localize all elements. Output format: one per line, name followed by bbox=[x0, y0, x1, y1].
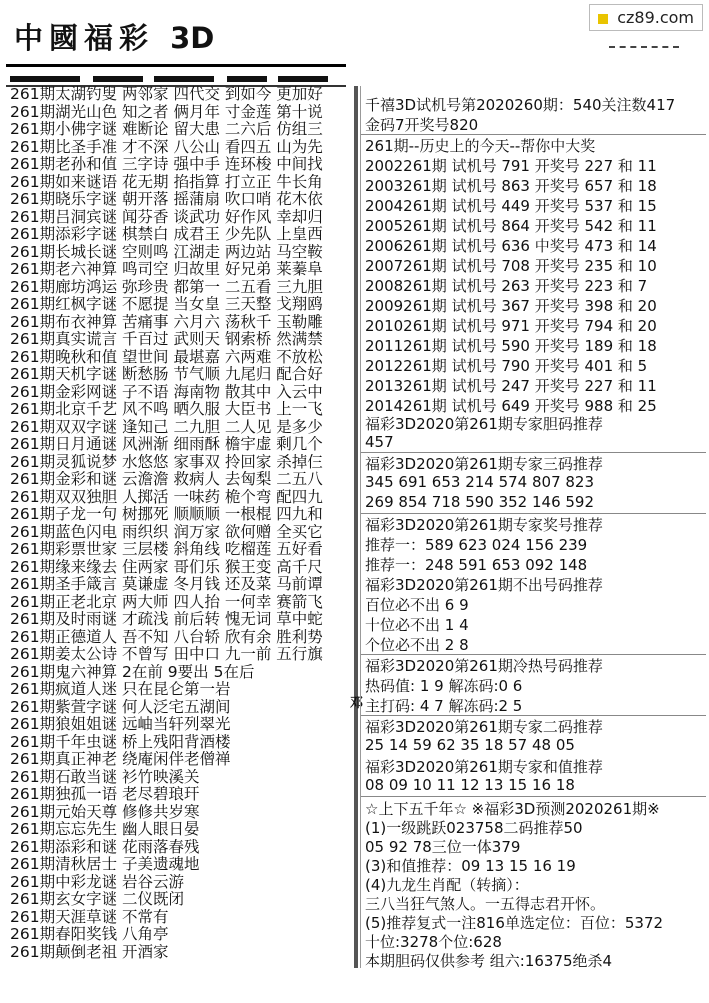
riddle-row: 261期吕洞宾谜 闻芬香 谈武功 好作风 幸却归 bbox=[10, 208, 323, 226]
header-smudge bbox=[609, 46, 679, 54]
lengre-line-1: 热码值: 1 9 解冻码:0 6 bbox=[365, 677, 523, 695]
riddle-row: 261期紫萱字谜 何人泛宅五湖间 bbox=[10, 698, 231, 716]
riddle-row: 261期子龙一句 树挪死 顺顺顺 一根棍 四九和 bbox=[10, 506, 323, 523]
site-name: cz89.com bbox=[617, 8, 694, 27]
riddle-row: 261期元始天尊 修修共岁寒 bbox=[10, 803, 200, 821]
hezhi-title: 福彩3D2020第261期专家和值推荐 bbox=[365, 758, 603, 776]
riddle-row: 261期日月通谜 风洲渐 细雨酥 檐宇虚 剩几个 bbox=[10, 436, 323, 453]
forecast-panel bbox=[360, 86, 706, 968]
riddle-row: 261期天涯草谜 不常有 bbox=[10, 908, 169, 926]
riddle-row: 261期金彩和谜 云澹澹 救病人 去匈梨 二五八 bbox=[10, 471, 323, 488]
riddle-row: 261期添彩字谜 棋禁白 成君王 少先队 上皇西 bbox=[10, 226, 323, 243]
riddle-row: 261期红枫字谜 不愿提 当女皇 三天整 戈翔鸥 bbox=[10, 296, 323, 313]
history-title: 261期--历史上的今天--帮你中大奖 bbox=[365, 137, 596, 155]
divider bbox=[361, 796, 706, 797]
brand-text: 中國福彩 bbox=[14, 21, 155, 55]
riddle-row: 261期老六神算 鸣司空 归故里 好兄弟 莱蓁阜 bbox=[10, 261, 323, 278]
riddle-row: 261期姜太公诗 不曾写 田中口 九一前 五行旗 bbox=[10, 646, 323, 663]
trial-number-line: 千禧3D试机号第2020260期：540关注数417 bbox=[365, 96, 676, 114]
extra-row: (3)和值推荐：09 13 15 16 19 bbox=[365, 857, 576, 875]
riddle-row: 261期千年虫谜 桥上残阳背酒楼 bbox=[10, 733, 231, 751]
history-row: 2013261期 试机号 247 开奖号 227 和 11 bbox=[365, 377, 657, 395]
brand-title bbox=[14, 16, 214, 57]
erma-value: 25 14 59 62 35 18 57 48 05 bbox=[365, 736, 575, 754]
riddle-row: 261期玄女字谜 二仪既闭 bbox=[10, 891, 185, 908]
riddle-row: 261期添彩和谜 花雨落春残 bbox=[10, 838, 200, 856]
column-divider bbox=[354, 86, 358, 968]
buchu-title: 福彩3D2020第261期不出号码推荐 bbox=[365, 576, 603, 594]
riddle-row: 261期石敢当谜 衫竹映溪关 bbox=[10, 768, 200, 786]
riddle-row: 261期比圣手准 才不深 八公山 看四五 山为先 bbox=[10, 138, 323, 156]
riddle-row: 261期独孤一语 老尽碧琅玕 bbox=[10, 786, 200, 803]
riddle-row: 261期疯道人迷 只在昆仑第一岩 bbox=[10, 681, 231, 698]
history-row: 2008261期 试机号 263 开奖号 223 和 7 bbox=[365, 277, 648, 295]
extra-row: 三八当狂气煞人。一五得志君开怀。 bbox=[365, 895, 606, 913]
header bbox=[0, 0, 709, 62]
riddle-row: 261期真正神老 绕庵闲伴老僧禅 bbox=[10, 751, 231, 768]
buchu-line-3: 个位必不出 2 8 bbox=[365, 636, 469, 654]
riddle-row: 261期布衣神算 苦痛事 六月六 荡秋千 玉勒雕 bbox=[10, 313, 323, 331]
history-row: 2012261期 试机号 790 开奖号 401 和 5 bbox=[365, 357, 648, 375]
riddle-row: 261期彩票世家 三层楼 斜角线 吃榴莲 五好看 bbox=[10, 541, 323, 558]
riddle-row: 261期春阳奖钱 八角亭 bbox=[10, 926, 169, 943]
riddle-row: 261期及时雨谜 才疏浅 前后转 愧无词 草中蛇 bbox=[10, 611, 323, 628]
extra-row: 05 92 78三位一体379 bbox=[365, 838, 521, 856]
riddle-row: 261期晚秋和值 望世间 最堪嘉 六两难 不放松 bbox=[10, 348, 323, 366]
history-row: 2009261期 试机号 367 开奖号 398 和 20 bbox=[365, 297, 657, 315]
site-logo-icon bbox=[598, 14, 608, 24]
riddle-row: 261期狼姐姐谜 远岫当轩列翠光 bbox=[10, 716, 231, 733]
history-row: 2010261期 试机号 971 开奖号 794 和 20 bbox=[365, 317, 657, 335]
history-row: 2006261期 试机号 636 中奖号 473 和 14 bbox=[365, 237, 657, 255]
extra-row: (1)一级跳跃023758二码推荐50 bbox=[365, 819, 583, 837]
extra-row: 十位:3278个位:628 bbox=[365, 933, 502, 951]
riddle-row: 261期鬼六神算 2在前 9要出 5在后 bbox=[10, 663, 255, 681]
jiang-line-2: 推荐一：248 591 653 092 148 bbox=[365, 556, 588, 574]
buchu-line-1: 百位必不出 6 9 bbox=[365, 596, 469, 614]
sanma-line-2: 269 854 718 590 352 146 592 bbox=[365, 493, 595, 511]
riddle-row: 261期湖光山色 知之者 俩月年 寸金莲 第十说 bbox=[10, 103, 323, 121]
sanma-title: 福彩3D2020第261期专家三码推荐 bbox=[365, 455, 603, 473]
riddle-row: 261期中彩龙谜 岩谷云游 bbox=[10, 873, 185, 891]
riddle-row: 261期灵狐说梦 水悠悠 家事双 拎回家 杀掉仨 bbox=[10, 453, 323, 471]
site-badge[interactable] bbox=[589, 4, 703, 31]
dan-value: 457 bbox=[365, 433, 394, 451]
riddle-row: 261期廊坊鸿运 弥珍贵 都第一 二五看 三九胆 bbox=[10, 278, 323, 296]
history-row: 2011261期 试机号 590 开奖号 189 和 18 bbox=[365, 337, 657, 355]
history-row: 2005261期 试机号 864 开奖号 542 和 11 bbox=[365, 217, 657, 235]
riddle-row: 261期老孙和值 三字诗 强中手 连环梭 中间找 bbox=[10, 156, 323, 173]
buchu-line-2: 十位必不出 1 4 bbox=[365, 616, 469, 634]
hezhi-value: 08 09 10 11 12 13 15 16 18 bbox=[365, 776, 575, 794]
jiang-title: 福彩3D2020第261期专家奖号推荐 bbox=[365, 516, 603, 534]
extra-row: (4)九龙生肖配（转摘）： bbox=[365, 876, 529, 894]
riddle-row: 261期天机字谜 断愁肠 节气顺 九尾归 配合好 bbox=[10, 366, 323, 383]
history-row: 2014261期 试机号 649 开奖号 988 和 25 bbox=[365, 397, 657, 415]
riddle-row: 261期金彩网谜 子不语 海南物 散其中 入云中 bbox=[10, 383, 323, 401]
history-row: 2002261期 试机号 791 开奖号 227 和 11 bbox=[365, 157, 657, 175]
history-row: 2003261期 试机号 863 开奖号 657 和 18 bbox=[365, 177, 657, 195]
gold-code-line: 金码7开奖号820 bbox=[365, 116, 479, 134]
riddle-row: 261期长城长谜 空则鸣 江湖走 两边站 马空鞍 bbox=[10, 243, 323, 261]
riddle-list bbox=[10, 86, 352, 961]
riddle-row: 261期缘来缘去 住两家 哥们乐 猴王变 高千尺 bbox=[10, 558, 323, 576]
extra-row: ☆上下五千年☆ ※福彩3D预测2020261期※ bbox=[365, 800, 660, 818]
riddle-row: 261期北京千艺 风不鸣 晒久服 大臣书 上一飞 bbox=[10, 401, 323, 418]
riddle-row: 261期圣手箴言 莫谦虚 冬月钱 还及菜 马前谭 bbox=[10, 576, 323, 593]
riddle-row: 261期清秋居士 子美遗魂地 bbox=[10, 856, 200, 873]
brand-3d: 3D bbox=[170, 21, 215, 55]
lengre-line-2: 主打码: 4 7 解冻码:2 5 bbox=[365, 697, 523, 715]
history-row: 2004261期 试机号 449 开奖号 537 和 15 bbox=[365, 197, 657, 215]
dan-title: 福彩3D2020第261期专家胆码推荐 bbox=[365, 415, 603, 433]
riddle-row: 261期双双字谜 逢知己 二九胆 二人见 是多少 bbox=[10, 418, 323, 436]
top-rule bbox=[6, 64, 346, 87]
riddle-row: 261期太湖钓叟 两邻家 四代交 到如今 更加好 bbox=[10, 86, 323, 103]
riddle-row: 261期正老北京 两大师 四人抬 一何幸 赛箭飞 bbox=[10, 593, 323, 611]
riddle-row: 261期忘忘先生 幽人眼日晏 bbox=[10, 821, 200, 838]
extra-row: (5)推荐复式一注816单选定位：百位：5372 bbox=[365, 914, 664, 932]
history-row: 2007261期 试机号 708 开奖号 235 和 10 bbox=[365, 257, 657, 275]
riddle-row: 261期颠倒老祖 开酒家 bbox=[10, 943, 169, 961]
side-mark: 邓 bbox=[350, 696, 364, 711]
riddle-row: 261期蓝色闪电 雨织织 润万家 欲何赠 全买它 bbox=[10, 523, 323, 541]
lengre-title: 福彩3D2020第261期冷热号码推荐 bbox=[365, 657, 603, 675]
erma-title: 福彩3D2020第261期专家二码推荐 bbox=[365, 718, 603, 736]
jiang-line-1: 推荐一：589 623 024 156 239 bbox=[365, 536, 588, 554]
riddle-row: 261期正德道人 吾不知 八台轿 欣有余 胜利势 bbox=[10, 628, 323, 646]
riddle-row: 261期小佛字谜 难断论 留大患 二六后 仿组三 bbox=[10, 121, 323, 138]
riddle-row: 261期如来谜语 花无期 掐指算 打立正 牛长角 bbox=[10, 173, 323, 191]
riddle-row: 261期双双独胆 人掷活 一味药 桅个弯 配四九 bbox=[10, 488, 323, 506]
extra-row: 本期胆码仅供参考 组六:16375绝杀4 bbox=[365, 952, 613, 970]
sanma-line-1: 345 691 653 214 574 807 823 bbox=[365, 473, 595, 491]
riddle-row: 261期真实谎言 千百过 武则天 钢索桥 然满禁 bbox=[10, 331, 323, 348]
riddle-row: 261期晓乐字谜 朝开落 摇蒲扇 吹口哨 花木依 bbox=[10, 191, 323, 208]
